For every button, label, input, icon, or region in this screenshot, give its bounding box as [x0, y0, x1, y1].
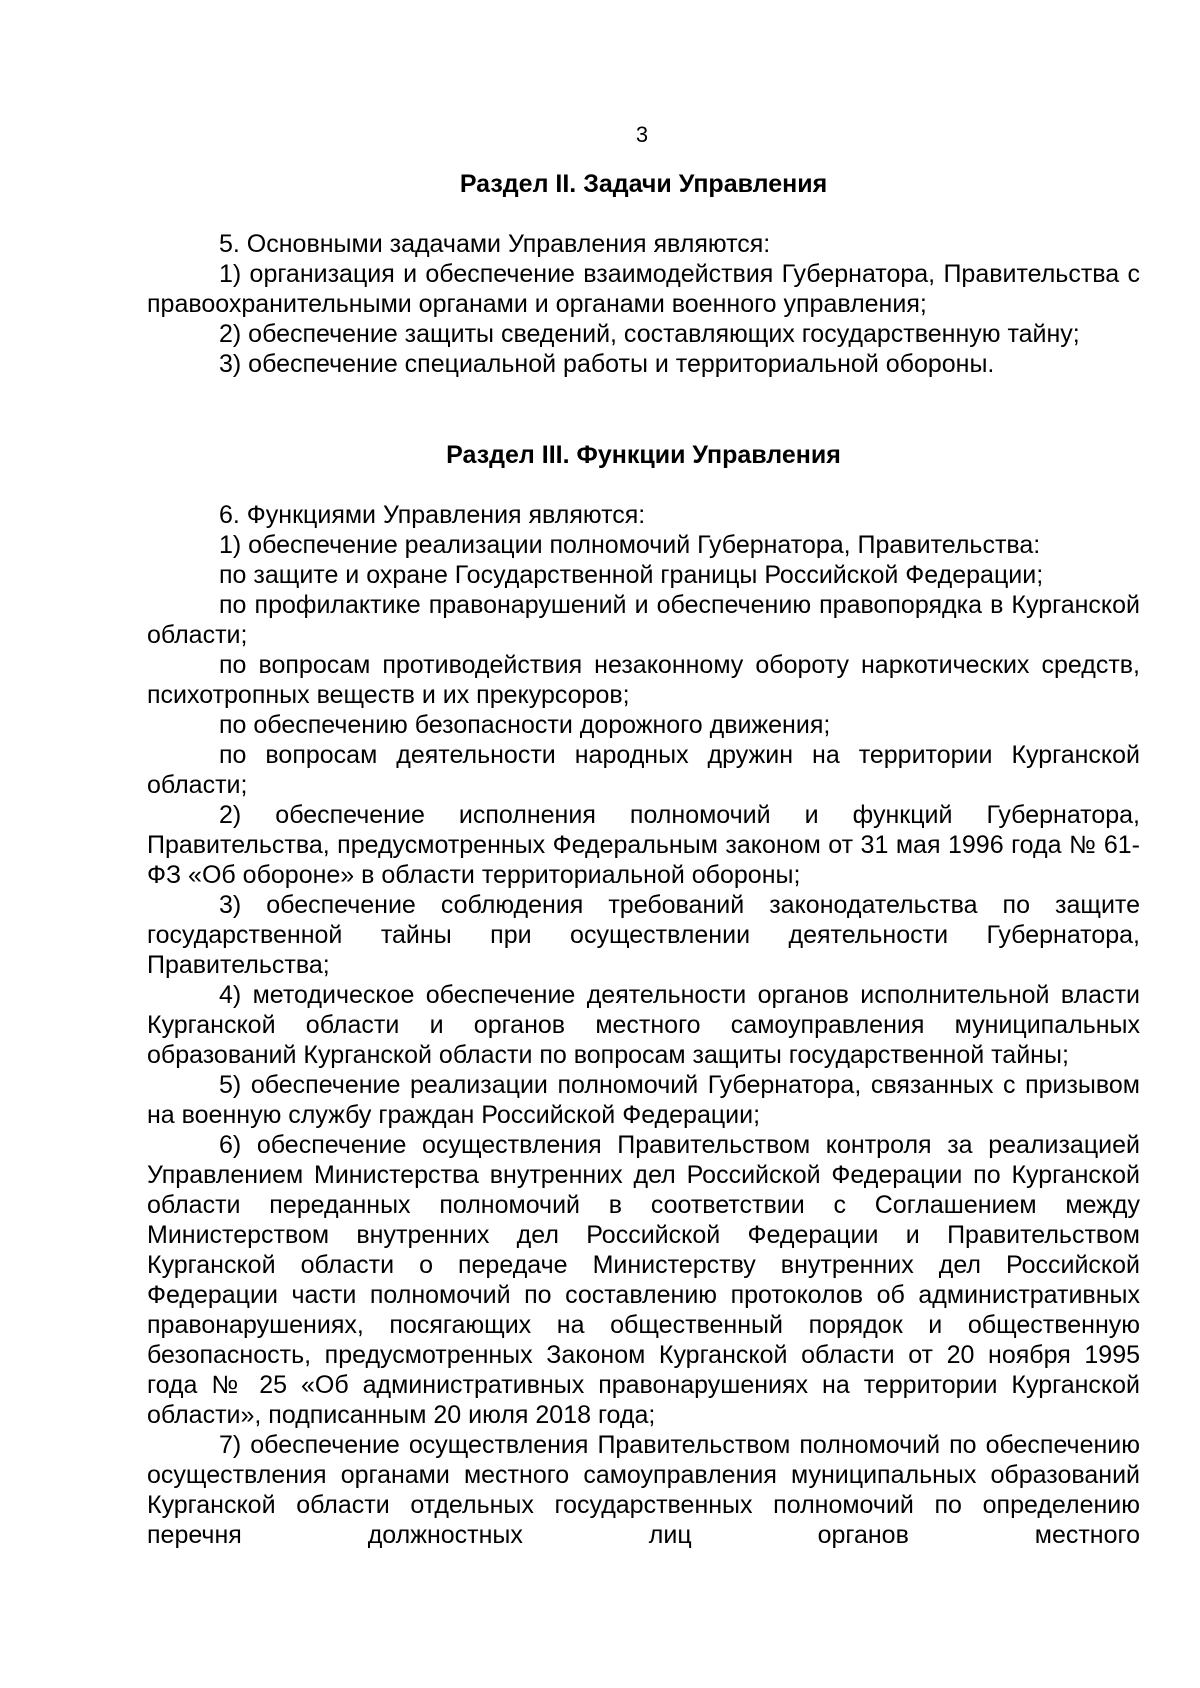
section-3-item-1: 1) обеспечение реализации полномочий Губернатора, Правительства:	[219, 531, 1041, 559]
section-3-item-1e: по вопросам деятельности народных дружин на территории Курганской области;	[147, 741, 1140, 799]
section-2-item-3: 3) обеспечение специальной работы и территориальной обороны.	[219, 350, 995, 378]
section-3-item-1c: по вопросам противодействия незаконному обороту наркотических средств, психотропных веществ и их прекурсоров;	[147, 651, 1140, 709]
section-3-item-1a: по защите и охране Государственной границы Российской Федерации;	[219, 561, 1044, 589]
section-2-intro: 5. Основными задачами Управления являются:	[219, 230, 771, 258]
section-3-item-1b: по профилактике правонарушений и обеспечению правопорядка в Курганской области;	[147, 591, 1140, 649]
section-3-item-3: 3) обеспечение соблюдения требований законодательства по защите государственной тайны при осуществлении деятельности Губернатора, Правительства;	[147, 891, 1140, 979]
page-number: 3	[635, 122, 649, 147]
section-3-item-2: 2) обеспечение исполнения полномочий и функций Губернатора, Правительства, предусмотренных Федеральным законом от 31 мая 1996 года № 61-ФЗ «Об обороне» в области территориальной обороны;	[147, 801, 1140, 889]
section-3-item-4: 4) методическое обеспечение деятельности органов исполнительной власти Курганской области и органов местного самоуправления муниципальных образований Курганской области по вопросам защиты государственной тайны;	[147, 981, 1140, 1069]
section-3-item-1d: по обеспечению безопасности дорожного движения;	[219, 711, 831, 739]
section-3-item-7: 7) обеспечение осуществления Правительством полномочий по обеспечению осуществления органами местного самоуправления муниципальных образований Курганской области отдельных государственных полномочий по определению перечня должностных лиц органов местного	[147, 1431, 1140, 1549]
section-2-item-2: 2) обеспечение защиты сведений, составляющих государственную тайну;	[219, 320, 1080, 348]
section-2-item-1: 1) организация и обеспечение взаимодействия Губернатора, Правительства с правоохранительными органами и органами военного управления;	[147, 260, 1140, 318]
section-3-item-6: 6) обеспечение осуществления Правительством контроля за реализацией Управлением Министерства внутренних дел Российской Федерации по Курганской области переданных полномочий в соответствии с Соглашением между Министерством внутренних дел Российской Федерации и Правительством Курганской области о передаче Министерству внутренних дел Российской Федерации части полномочий по составлению протоколов об административных правонарушениях, посягающих на общественный порядок и общественную безопасность, предусмотренных Законом Курганской области от 20 ноября 1995 года № 25 «Об административных правонарушениях на территории Курганской области», подписанным 20 июля 2018 года;	[147, 1131, 1140, 1429]
section-2	[147, 169, 1140, 379]
section-3-intro: 6. Функциями Управления являются:	[219, 501, 646, 529]
section-3-item-5: 5) обеспечение реализации полномочий Губернатора, связанных с призывом на военную службу граждан Российской Федерации;	[147, 1071, 1140, 1129]
section-3-title: Раздел III. Функции Управления	[446, 441, 841, 469]
section-2-title: Раздел II. Задачи Управления	[459, 170, 828, 198]
section-3	[147, 440, 1140, 1550]
